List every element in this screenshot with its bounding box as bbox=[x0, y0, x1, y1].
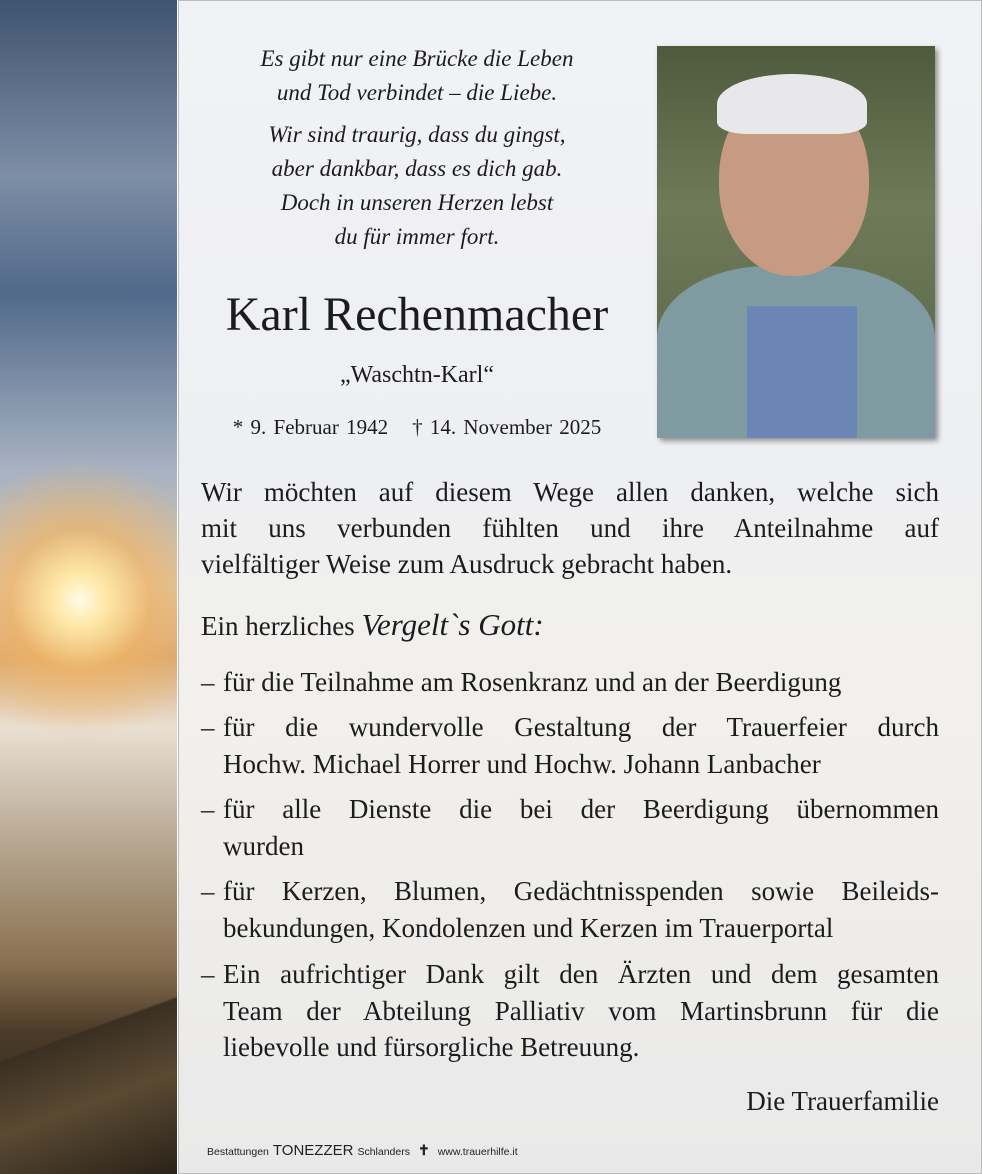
funeral-home-name: TONEZZER bbox=[272, 1142, 354, 1159]
death-date: † 14. November 2025 bbox=[412, 415, 602, 439]
item-line: bekundungen, Kondolenzen und Kerzen im Trauerportal bbox=[223, 912, 834, 943]
quote-line: Es gibt nur eine Brücke die Leben bbox=[260, 46, 574, 71]
intro-line: vielfältiger Weise zum Ausdruck gebracht haben. bbox=[201, 549, 733, 579]
photo-hair bbox=[717, 74, 867, 134]
thanks-emphasis: Vergelt`s Gott: bbox=[361, 607, 544, 642]
item-line: für alle Dienste die bei der Beerdigung übernommen bbox=[223, 794, 939, 824]
item-line: Ein aufrichtiger Dank gilt den Ärzten und dem gesamten bbox=[223, 959, 939, 989]
trauerhilfe-logo-icon: ✝ bbox=[417, 1142, 430, 1158]
quote-part-2 bbox=[190, 118, 644, 254]
website-link[interactable]: www.trauerhilfe.it bbox=[437, 1146, 518, 1158]
intro-paragraph bbox=[201, 474, 939, 582]
signature: Die Trauerfamilie bbox=[746, 1086, 939, 1116]
nickname: „Waschtn-Karl“ bbox=[340, 362, 494, 388]
footer-town: Schlanders bbox=[357, 1146, 410, 1158]
dash: – bbox=[201, 959, 215, 989]
dash: – bbox=[201, 794, 215, 824]
deceased-name: Karl Rechenmacher bbox=[225, 288, 609, 341]
thanks-item bbox=[201, 664, 939, 701]
quote-part-1 bbox=[190, 42, 644, 110]
intro-line: mit uns verbunden fühlten und ihre Anteilnahme auf bbox=[201, 513, 939, 543]
thanks-item bbox=[201, 873, 939, 946]
quote-line: du für immer fort. bbox=[334, 224, 500, 249]
thanks-item bbox=[201, 709, 939, 782]
sunset-sky-image bbox=[0, 0, 177, 1174]
thanks-prefix: Ein herzliches bbox=[201, 611, 355, 641]
item-line: Team der Abteilung Palliativ vom Martinsbrunn für die bbox=[223, 995, 939, 1026]
life-dates bbox=[190, 415, 644, 440]
mountain-silhouette bbox=[0, 984, 177, 1174]
dash: – bbox=[201, 876, 215, 906]
item-line: für Kerzen, Blumen, Gedächtnisspenden sowie Beileids- bbox=[223, 876, 939, 906]
birth-date: * 9. Februar 1942 bbox=[232, 415, 389, 439]
quote-line: und Tod verbindet – die Liebe. bbox=[276, 80, 558, 105]
thanks-item bbox=[201, 791, 939, 864]
item-line: Hochw. Michael Horrer und Hochw. Johann Lanbacher bbox=[223, 748, 821, 779]
item-line: für die Teilnahme am Rosenkranz und an der Beerdigung bbox=[223, 667, 842, 697]
photo-shirt bbox=[747, 306, 857, 438]
item-line: liebevolle und fürsorgliche Betreuung. bbox=[223, 1032, 640, 1062]
dash: – bbox=[201, 712, 215, 742]
footer-prefix: Bestattungen bbox=[207, 1146, 269, 1158]
quote-line: aber dankbar, dass es dich gab. bbox=[271, 156, 563, 181]
thanks-heading bbox=[201, 607, 939, 644]
thanks-item bbox=[201, 956, 939, 1066]
portrait-photo bbox=[657, 46, 935, 438]
intro-line: Wir möchten auf diesem Wege allen danken, welche sich bbox=[201, 477, 939, 507]
quote-line: Wir sind traurig, dass du gingst, bbox=[268, 122, 566, 147]
dash: – bbox=[201, 667, 215, 697]
footer bbox=[207, 1142, 518, 1159]
item-line: wurden bbox=[223, 830, 304, 861]
quote-line: Doch in unseren Herzen lebst bbox=[280, 190, 554, 215]
item-line: für die wundervolle Gestaltung der Trauerfeier durch bbox=[223, 712, 939, 742]
